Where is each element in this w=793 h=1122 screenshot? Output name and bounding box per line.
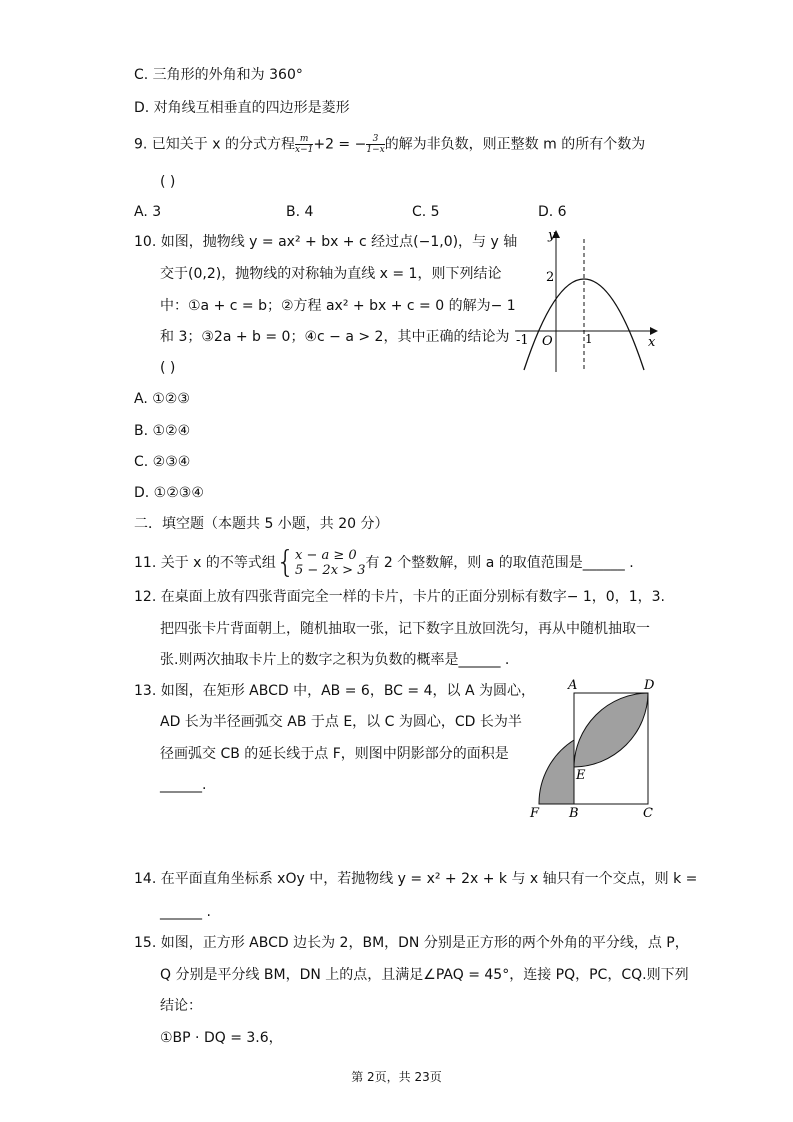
q13-line-1: 13. 如图，在矩形 ABCD 中，AB = 6，BC = 4，以 A 为圆心， [134, 683, 535, 699]
parabola-figure [510, 225, 660, 375]
rectangle-figure [525, 676, 665, 821]
option-c: C. 三角形的外角和为 360° [134, 67, 303, 83]
q9-option-d: D. 6 [538, 204, 567, 220]
q13-line-2: AD 长为半径画弧交 AB 于点 E，以 C 为圆心，CD 长为半 [160, 714, 522, 730]
point-a-label: A [568, 678, 578, 693]
q10-option-d: D. ①②③④ [134, 485, 204, 501]
q12-line-3: 张.则两次抽取卡片上的数字之积为负数的概率是______ . [160, 652, 510, 668]
q11-text-1: 11. 关于 x 的不等式组 [134, 555, 276, 571]
q10-line-4: 和 3；③2a + b = 0；④c − a > 2，其中正确的结论为 [160, 329, 510, 345]
q9-frac1-den: x−1 [295, 145, 314, 155]
label-origin: O [542, 334, 553, 349]
q10-option-a: A. ①②③ [134, 391, 190, 407]
label-2: 2 [546, 270, 555, 285]
q15-line-2: Q 分别是平分线 BM，DN 上的点，且满足∠PAQ = 45°，连接 PQ，PC，CQ.则下列 [160, 967, 689, 983]
q9-text-mid: +2 = − [313, 136, 367, 153]
q9-paren: ( ) [160, 174, 176, 190]
q12-line-1: 12. 在桌面上放有四张背面完全一样的卡片，卡片的正面分别标有数字− 1，0，1，3. [134, 589, 665, 605]
q11-brace: { [275, 545, 295, 580]
q9-frac2-num: 3 [366, 134, 384, 145]
q9-option-c: C. 5 [412, 204, 440, 220]
q10-line-2: 交于(0,2)，抛物线的对称轴为直线 x = 1，则下列结论 [160, 266, 502, 282]
q14-line-2: ______ . [160, 904, 211, 920]
q11-system [295, 548, 365, 578]
point-f-label: F [530, 806, 540, 821]
label-1: 1 [585, 332, 593, 346]
point-c-label: C [643, 806, 653, 821]
q10-line-1: 10. 如图，抛物线 y = ax² + bx + c 经过点(−1,0)，与 y 轴 [134, 234, 518, 250]
question-11 [134, 545, 634, 580]
y-axis-label: y [548, 228, 556, 243]
q11-row-1: x − a ≥ 0 [295, 548, 357, 563]
q10-option-b: B. ①②④ [134, 423, 191, 439]
q12-line-2: 把四张卡片背面朝上，随机抽取一张，记下数字且放回洗匀，再从中随机抽取一 [160, 621, 650, 637]
q13-line-4: ______. [160, 777, 207, 793]
x-axis-label: x [648, 335, 656, 350]
q15-line-4: ①BP · DQ = 3.6， [160, 1030, 283, 1046]
q9-frac1-num: m [295, 134, 313, 145]
q9-frac2-den: 1−x [366, 145, 385, 155]
q15-line-3: 结论： [160, 998, 202, 1014]
point-b-label: B [569, 806, 579, 821]
q9-fraction-1 [295, 134, 313, 155]
q9-text-1: 9. 已知关于 x 的分式方程 [134, 136, 295, 153]
q9-fraction-2 [366, 134, 384, 155]
q11-text-2: 有 2 个整数解，则 a 的取值范围是______ . [365, 555, 634, 571]
page-footer: 第 2页，共 23页 [351, 1070, 442, 1084]
question-9 [134, 134, 645, 155]
label-neg1: -1 [516, 333, 529, 348]
point-e-label: E [576, 768, 586, 783]
x-axis-arrow [650, 327, 658, 335]
shaded-lens [574, 693, 648, 767]
q11-row-2: 5 − 2x > 3 [295, 563, 366, 578]
q15-line-1: 15. 如图，正方形 ABCD 边长为 2，BM，DN 分别是正方形的两个外角的平分线，点 P， [134, 935, 689, 951]
q14-line-1: 14. 在平面直角坐标系 xOy 中，若抛物线 y = x² + 2x + k 与 x 轴只有一个交点，则 k = [134, 871, 698, 887]
shaded-quarter [539, 740, 574, 804]
q9-text-2: 的解为非负数，则正整数 m 的所有个数为 [384, 136, 646, 153]
q10-option-c: C. ②③④ [134, 454, 191, 470]
q13-line-3: 径画弧交 CB 的延长线于点 F，则图中阴影部分的面积是 [160, 746, 509, 762]
q10-paren: ( ) [160, 360, 176, 376]
option-d: D. 对角线互相垂直的四边形是菱形 [134, 100, 350, 116]
section-heading: 二．填空题（本题共 5 小题，共 20 分） [134, 516, 389, 532]
point-d-label: D [644, 678, 655, 693]
q10-line-3: 中：①a + c = b；②方程 ax² + bx + c = 0 的解为− 1 [160, 298, 516, 314]
q9-option-b: B. 4 [286, 204, 314, 220]
q9-option-a: A. 3 [134, 204, 162, 220]
